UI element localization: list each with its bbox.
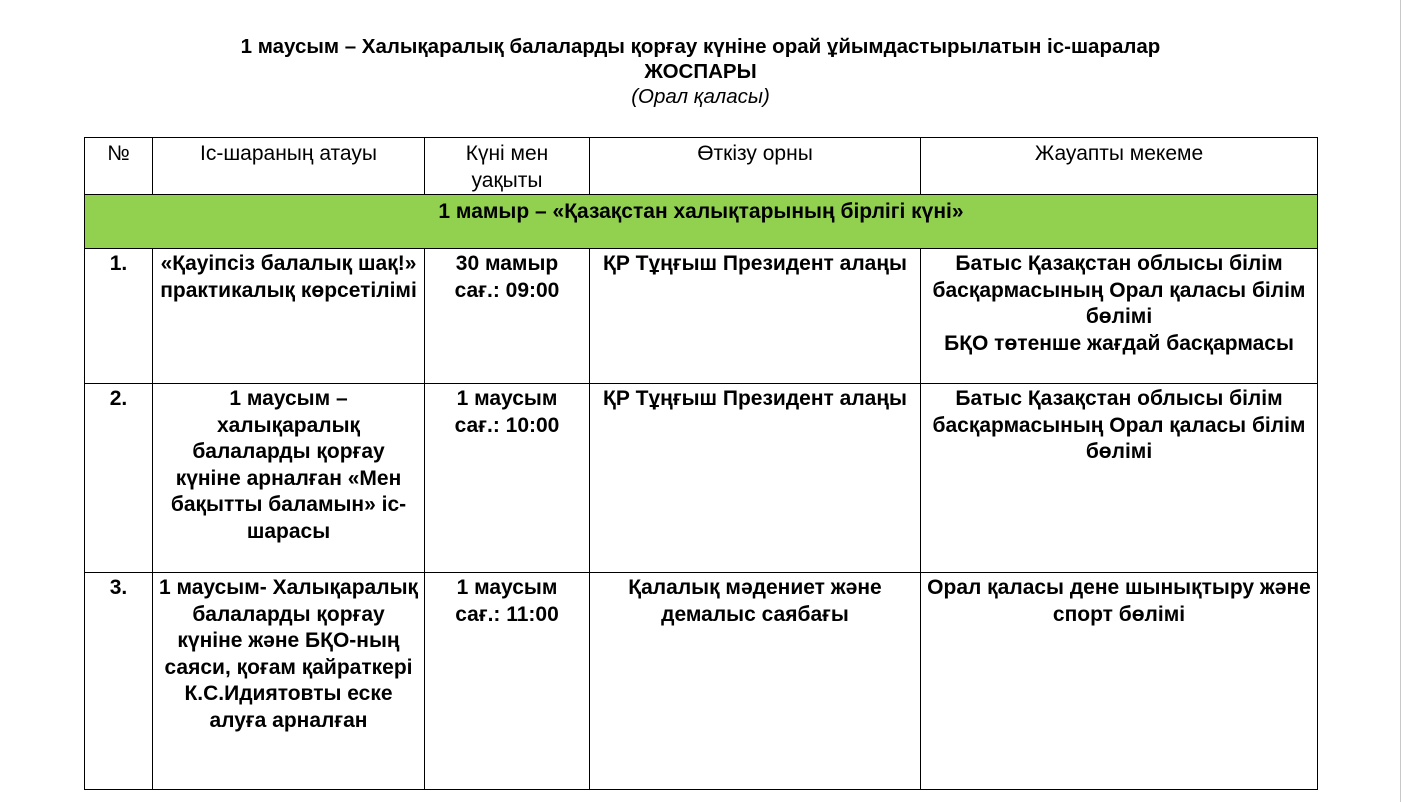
event-name: «Қауіпсіз балалық шақ!» практикалық көрсетілімі: [153, 249, 425, 384]
event-venue: Қалалық мәдениет және демалыс саябағы: [590, 573, 921, 790]
document-header: [0, 34, 1401, 109]
document-city: (Орал қаласы): [631, 85, 770, 108]
event-date-time: [425, 384, 590, 573]
table-row: [85, 573, 1318, 790]
column-header-responsible: Жауапты мекеме: [921, 138, 1318, 195]
event-date-time: [425, 573, 590, 790]
responsible-organization: Орал қаласы дене шынықтыру және спорт бөлімі: [927, 576, 1311, 626]
responsible-organization-secondary: БҚО төтенше жағдай басқармасы: [944, 331, 1294, 355]
column-header-venue: Өткізу орны: [590, 138, 921, 195]
event-time: сағ.: 10:00: [454, 413, 560, 437]
document-subtitle: ЖОСПАРЫ: [644, 60, 757, 83]
table-row: [85, 384, 1318, 573]
column-header-event-name: Іс-шараның атауы: [153, 138, 425, 195]
section-title: 1 мамыр – «Қазақстан халықтарының бірлігі күні»: [85, 195, 1318, 249]
event-responsible: [921, 384, 1318, 573]
event-responsible: [921, 573, 1318, 790]
event-date: 1 маусым: [456, 387, 558, 410]
document-title: 1 маусым – Халықаралық балаларды қорғау күніне орай ұйымдастырылатын іс-шаралар: [240, 35, 1161, 58]
responsible-organization: Батыс Қазақстан облысы білім басқармасының Орал қаласы білім бөлімі: [932, 252, 1306, 328]
event-date: 30 мамыр: [455, 252, 559, 275]
section-row: [85, 195, 1318, 249]
event-date-time: [425, 249, 590, 384]
row-number: 1.: [85, 249, 153, 384]
event-time: сағ.: 11:00: [455, 602, 559, 626]
row-number: 2.: [85, 384, 153, 573]
responsible-organization: Батыс Қазақстан облысы білім басқармасының Орал қаласы білім бөлімі: [932, 387, 1306, 463]
event-time: сағ.: 09:00: [454, 278, 560, 302]
event-responsible: [921, 249, 1318, 384]
events-plan-table: [84, 137, 1318, 790]
event-venue: ҚР Тұңғыш Президент алаңы: [590, 249, 921, 384]
table-header-row: [85, 138, 1318, 195]
event-name: 1 маусым- Халықаралық балаларды қорғау күніне және БҚО-ның саяси, қоғам қайраткері К.С.Идиятовты еске алуға арналған: [153, 573, 425, 790]
column-header-number: №: [85, 138, 153, 195]
event-date: 1 маусым: [456, 576, 558, 599]
column-header-date-time: Күні мен уақыты: [425, 138, 590, 195]
row-number: 3.: [85, 573, 153, 790]
event-name: 1 маусым – халықаралық балаларды қорғау күніне арналған «Мен бақытты баламын» іс-шарасы: [153, 384, 425, 573]
event-venue: ҚР Тұңғыш Президент алаңы: [590, 384, 921, 573]
table-row: [85, 249, 1318, 384]
